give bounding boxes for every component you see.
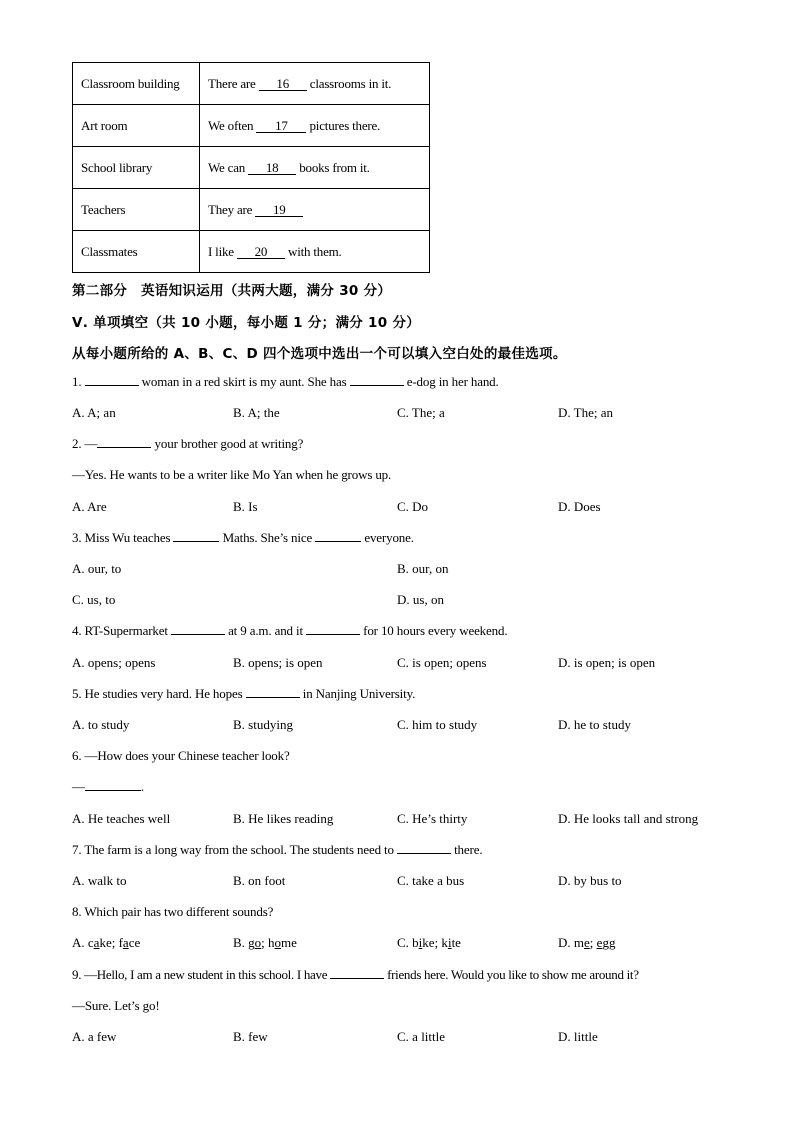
option-a[interactable]: A. A; an	[72, 405, 116, 420]
answer-blank	[397, 842, 451, 854]
section-title: Ⅴ. 单项填空（共 10 小题，每小题 1 分；满分 10 分）	[72, 315, 421, 331]
answer-blank	[97, 436, 151, 448]
options-9	[72, 1029, 732, 1047]
question-1	[72, 374, 499, 390]
table-cell-sentence	[200, 147, 430, 189]
question-text: your brother good at writing?	[154, 436, 304, 451]
underlined-letter: i	[447, 935, 452, 950]
option-text: te	[451, 935, 461, 950]
option-b[interactable]: B. Is	[233, 499, 258, 514]
option-b[interactable]: B. on foot	[233, 873, 286, 888]
options-6	[72, 811, 732, 829]
question-text: for 10 hours every weekend.	[363, 623, 508, 638]
question-text: everyone.	[364, 530, 414, 545]
question-number: 4. RT-Supermarket	[72, 623, 168, 638]
option-d[interactable]: D. The; an	[558, 405, 613, 420]
sentence-text: There are	[208, 75, 256, 91]
question-3	[72, 530, 414, 546]
option-d[interactable]: D. by bus to	[558, 873, 622, 888]
question-2-reply: —Yes. He wants to be a writer like Mo Yan when he grows up.	[72, 467, 392, 482]
sentence-text: classrooms in it.	[309, 75, 392, 91]
option-b[interactable]: B. opens; is open	[233, 655, 323, 670]
option-a[interactable]: A. to study	[72, 717, 130, 732]
options-7	[72, 873, 732, 891]
option-d[interactable]: D. us, on	[397, 592, 444, 607]
options-5	[72, 717, 732, 735]
option-d[interactable]: D. Does	[558, 499, 601, 514]
answer-blank: 16	[259, 77, 307, 91]
answer-blank	[173, 530, 219, 542]
table-cell-place: Classmates	[73, 231, 200, 273]
question-6: 6. —How does your Chinese teacher look?	[72, 748, 290, 763]
underlined-letter: e	[584, 935, 590, 950]
option-a[interactable]: A. Are	[72, 499, 107, 514]
options-8	[72, 935, 732, 953]
option-text: ce	[128, 935, 141, 950]
option-b[interactable]	[233, 935, 297, 951]
answer-blank	[85, 779, 141, 791]
options-2	[72, 499, 732, 517]
answer-blank: 19	[255, 203, 303, 217]
question-8: 8. Which pair has two different sounds?	[72, 904, 274, 919]
underlined-letter: e	[596, 935, 603, 950]
underlined-letter: a	[122, 935, 129, 950]
answer-blank: 17	[256, 119, 306, 133]
question-2	[72, 436, 303, 452]
underlined-letter: o	[274, 935, 282, 950]
question-text: woman in a red skirt is my aunt. She has	[141, 374, 347, 389]
table-cell-place: School library	[73, 147, 200, 189]
school-info-table	[72, 62, 430, 273]
question-9	[72, 967, 639, 983]
options-3-row1	[72, 561, 732, 579]
answer-blank	[306, 623, 360, 635]
option-c[interactable]: C. a little	[397, 1029, 446, 1044]
option-b[interactable]: B. He likes reading	[233, 811, 334, 826]
option-c[interactable]: C. The; a	[397, 405, 445, 420]
option-c[interactable]: C. take a bus	[397, 873, 465, 888]
option-text: ke; f	[99, 935, 123, 950]
options-3-row2	[72, 592, 732, 610]
answer-blank	[330, 967, 384, 979]
option-b[interactable]: B. our, on	[397, 561, 449, 576]
option-text: ke; k	[422, 935, 448, 950]
option-text: B. g	[233, 935, 255, 950]
question-9-reply: —Sure. Let’s go!	[72, 998, 160, 1013]
question-number: 2. —	[72, 436, 98, 451]
underlined-letter: i	[418, 935, 423, 950]
option-text: A. c	[72, 935, 94, 950]
option-a[interactable]: A. walk to	[72, 873, 127, 888]
answer-blank	[246, 686, 300, 698]
option-text: gg	[602, 935, 616, 950]
question-text: e-dog in her hand.	[406, 374, 499, 389]
sentence-text: I like	[208, 243, 234, 259]
question-4	[72, 623, 507, 639]
table-row	[73, 231, 430, 273]
underlined-letter: a	[93, 935, 100, 950]
option-d[interactable]: D. is open; is open	[558, 655, 656, 670]
option-c[interactable]: C. him to study	[397, 717, 478, 732]
option-b[interactable]: B. A; the	[233, 405, 280, 420]
question-number: 7. The farm is a long way from the school. The students need to	[72, 842, 394, 857]
sentence-text: We can	[208, 159, 246, 175]
question-text: .	[140, 779, 144, 794]
options-4	[72, 655, 732, 673]
section-instruction: 从每小题所给的 A、B、C、D 四个选项中选出一个可以填入空白处的最佳选项。	[72, 346, 567, 362]
option-c[interactable]: C. us, to	[72, 592, 116, 607]
option-text: C. b	[397, 935, 419, 950]
sentence-text: We often	[208, 117, 254, 133]
option-c[interactable]: C. is open; opens	[397, 655, 487, 670]
answer-blank	[171, 623, 225, 635]
table-row	[73, 105, 430, 147]
question-5	[72, 686, 415, 702]
question-text: friends here. Would you like to show me around it?	[387, 967, 639, 982]
option-d[interactable]: D. little	[558, 1029, 598, 1044]
options-1	[72, 405, 732, 423]
answer-blank	[85, 374, 139, 386]
sentence-text: books from it.	[299, 159, 370, 175]
question-7	[72, 842, 482, 858]
option-d[interactable]: D. he to study	[558, 717, 631, 732]
question-number: 3. Miss Wu teaches	[72, 530, 171, 545]
option-a[interactable]: A. our, to	[72, 561, 122, 576]
sentence-text: pictures there.	[309, 117, 381, 133]
option-text: me	[281, 935, 297, 950]
option-c[interactable]: C. Do	[397, 499, 429, 514]
question-number: 9. —Hello, I am a new student in this school. I have	[72, 967, 328, 982]
option-b[interactable]: B. studying	[233, 717, 293, 732]
table-cell-sentence	[200, 63, 430, 105]
question-text: in Nanjing University.	[302, 686, 416, 701]
option-c[interactable]	[397, 935, 461, 951]
sentence-text: with them.	[288, 243, 342, 259]
question-text: there.	[454, 842, 483, 857]
question-number: 5. He studies very hard. He hopes	[72, 686, 243, 701]
question-text: Maths. She’s nice	[222, 530, 313, 545]
option-a[interactable]: A. opens; opens	[72, 655, 156, 670]
table-cell-sentence	[200, 189, 430, 231]
table-row	[73, 147, 430, 189]
table-cell-sentence	[200, 105, 430, 147]
option-text: D. m	[558, 935, 584, 950]
answer-blank: 18	[248, 161, 296, 175]
section-heading: 第二部分 英语知识运用（共两大题，满分 30 分）	[72, 283, 392, 299]
table-cell-place: Teachers	[73, 189, 200, 231]
option-a[interactable]: A. a few	[72, 1029, 117, 1044]
underlined-letter: o	[254, 935, 262, 950]
answer-blank: 20	[237, 245, 285, 259]
table-row	[73, 189, 430, 231]
question-text: at 9 a.m. and it	[228, 623, 303, 638]
option-d[interactable]	[558, 935, 615, 951]
option-a[interactable]: A. He teaches well	[72, 811, 171, 826]
option-b[interactable]: B. few	[233, 1029, 268, 1044]
question-text: —	[72, 779, 85, 794]
question-number: 1.	[72, 374, 82, 389]
answer-blank	[315, 530, 361, 542]
option-c[interactable]: C. He’s thirty	[397, 811, 468, 826]
option-d[interactable]: D. He looks tall and strong	[558, 811, 699, 826]
answer-blank	[350, 374, 404, 386]
option-text: ; h	[261, 935, 275, 950]
table-cell-place: Classroom building	[73, 63, 200, 105]
table-cell-place: Art room	[73, 105, 200, 147]
option-text: ;	[589, 935, 597, 950]
question-6-reply	[72, 779, 144, 795]
table-row	[73, 63, 430, 105]
option-a[interactable]	[72, 935, 140, 951]
table-cell-sentence	[200, 231, 430, 273]
sentence-text: They are	[208, 201, 253, 217]
